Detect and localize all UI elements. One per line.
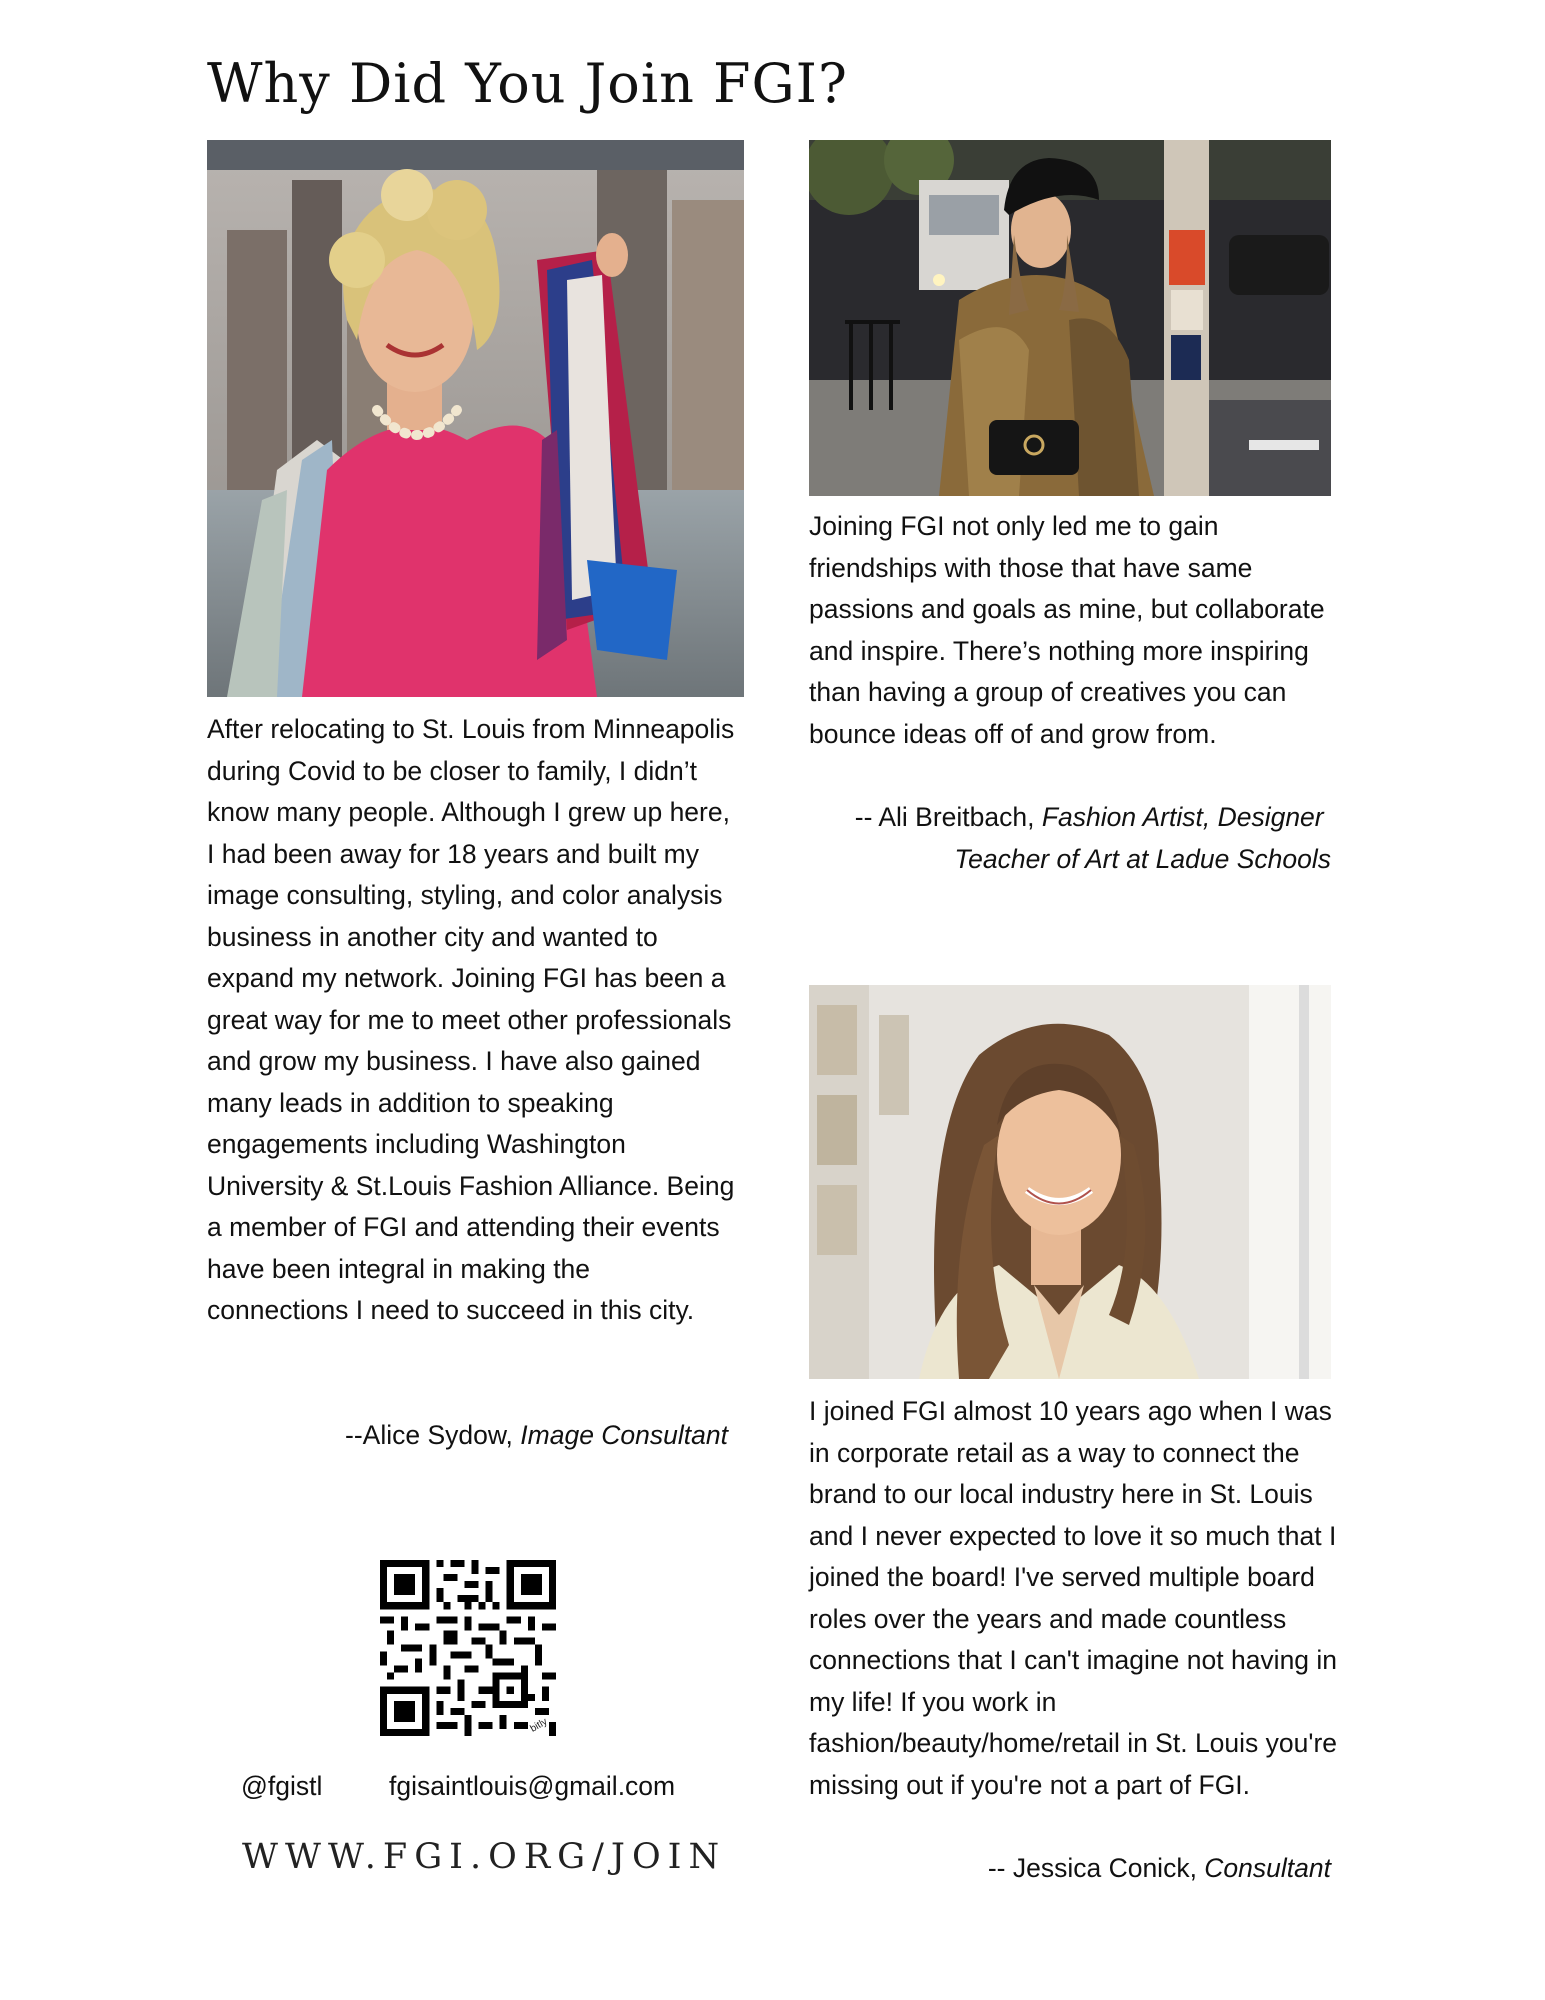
page-title: Why Did You Join FGI? xyxy=(207,52,848,115)
photo-alice-sydow xyxy=(207,140,744,697)
photo-jessica-conick xyxy=(809,985,1331,1379)
photo-ali-breitbach xyxy=(809,140,1331,496)
website-link[interactable]: WWW.FGI.ORG/JOIN xyxy=(242,1837,727,1877)
testimonial-alice-attribution xyxy=(207,1415,728,1457)
attribution-name: -- Jessica Conick, xyxy=(987,1853,1205,1883)
testimonial-jessica-attribution xyxy=(809,1848,1331,1890)
attribution-name: --Alice Sydow, xyxy=(345,1420,521,1450)
email-link[interactable]: fgisaintlouis@gmail.com xyxy=(389,1771,676,1801)
testimonial-ali-text: Joining FGI not only led me to gain friendships with those that have same passions and goals as mine, but collaborate and inspire. There’s nothing more inspiring than having a group of creatives you can bounce ideas off of and grow from. xyxy=(809,511,1325,749)
attribution-title-line2: Teacher of Art at Ladue Schools xyxy=(954,843,1331,874)
qr-brand-label: bitly xyxy=(528,1716,550,1735)
testimonial-jessica-text: I joined FGI almost 10 years ago when I was in corporate retail as a way to connect the brand to our local industry here in St. Louis and I never expected to love it so much that I joined the board! I've served multiple board roles over the years and made countless connections that I can't imagine not having in my life! If you work in fashion/beauty/home/retail in St. Louis you're missing out if you're not a part of FGI. xyxy=(809,1396,1338,1800)
qr-code[interactable] xyxy=(380,1560,556,1736)
testimonial-ali-attribution xyxy=(809,797,1331,880)
attribution-name: -- Ali Breitbach, xyxy=(854,802,1042,832)
attribution-title: Fashion Artist, Designer xyxy=(1041,802,1324,832)
social-handle[interactable]: @fgistl xyxy=(241,1771,323,1801)
testimonial-alice-text: After relocating to St. Louis from Minneapolis during Covid to be closer to family, I didn’t know many people. Although I grew up here, I had been away for 18 years and built my image consulting, styling, and color analysis business in another city and wanted to expand my network. Joining FGI has been a great way for me to meet other professionals and grow my business. I have also gained many leads in addition to speaking engagements including Washington University & St.Louis Fashion Alliance. Being a member of FGI and attending their events have been integral in making the connections I need to succeed in this city. xyxy=(207,714,735,1325)
attribution-title: Consultant xyxy=(1204,1853,1331,1883)
attribution-title: Image Consultant xyxy=(520,1420,728,1450)
